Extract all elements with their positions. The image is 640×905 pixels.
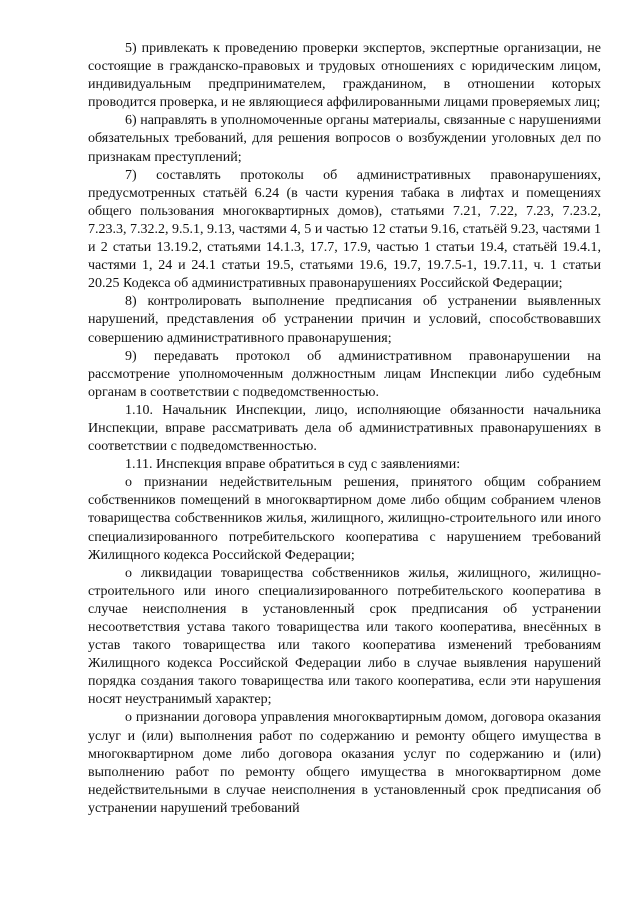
paragraph-claim-invalid-decision: о признании недействительным решения, принятого общим собранием собственников помещений в многоквартирном доме либо общим собранием членов товарищества собственников жилья, жилищного, жилищно-строительного или иного специализированного потребительского кооператива с нарушением требований Жилищного кодекса Российской Федерации;: [88, 475, 601, 563]
paragraph-item-6: 6) направлять в уполномоченные органы материалы, связанные с нарушениями обязательных требований, для решения вопросов о возбуждении уголовных дел по признакам преступлений;: [88, 113, 601, 165]
paragraph-item-5: 5) привлекать к проведению проверки экспертов, экспертные организации, не состоящие в гражданско-правовых и трудовых отношениях с юридическим лицом, индивидуальным предпринимателем, гражданином, в отношении которых проводится проверка, и не являющиеся аффилированными лицами проверяемых лиц;: [88, 41, 601, 111]
paragraph-claim-invalid-contract: о признании договора управления многоквартирным домом, договора оказания услуг и (или) выполнения работ по содержанию и ремонту общего имущества в многоквартирном доме либо договора оказания услуг по содержанию и (или) выполнению работ по ремонту общего имущества в многоквартирном доме недействительными в случае неисполнения в установленный срок предписания об устранении нарушений требований: [88, 710, 601, 816]
paragraph-section-1-11: 1.11. Инспекция вправе обратиться в суд с заявлениями:: [125, 457, 461, 473]
document-body: [88, 40, 601, 818]
paragraph-claim-liquidation: о ликвидации товарищества собственников жилья, жилищного, жилищно-строительного или иного специализированного потребительского кооператива в случае неисполнения в установленный срок предписания об устранении несоответствия устава такого товарищества или такого кооператива, внесённых в устав такого товарищества или такого кооператива изменений требованиям Жилищного кодекса Российской Федерации либо в случае выявления нарушений порядка создания такого товарищества или такого кооператива, если эти нарушения носят неустранимый характер;: [88, 565, 601, 708]
paragraph-item-8: 8) контролировать выполнение предписания об устранении выявленных нарушений, представления об устранении причин и условий, способствовавших совершению административного правонарушения;: [88, 294, 601, 346]
paragraph-item-7: 7) составлять протоколы об административных правонарушениях, предусмотренных статьёй 6.24 (в части курения табака в лифтах и помещениях общего пользования многоквартирных домов), статьями 7.21, 7.22, 7.23, 7.23.2, 7.23.3, 7.32.2, 9.5.1, 9.13, частями 4, 5 и частью 12 статьи 9.16, статьёй 9.23, частями 1 и 2 статьи 13.19.2, статьями 14.1.3, 17.7, 17.9, частью 1 статьи 19.4, статьёй 19.4.1, частями 1, 24 и 24.1 статьи 19.5, статьями 19.6, 19.7, 19.7.5-1, 19.7.11, ч. 1 статьи 20.25 Кодекса об административных правонарушениях Российской Федерации;: [88, 167, 601, 292]
paragraph-section-1-10: 1.10. Начальник Инспекции, лицо, исполняющие обязанности начальника Инспекции, вправе рассматривать дела об административных правонарушениях в соответствии с подведомственностью.: [88, 402, 601, 455]
paragraph-item-9: 9) передавать протокол об административном правонарушении на рассмотрение уполномоченным должностным лицам Инспекции либо судебным органам в соответствии с подведомственностью.: [88, 348, 601, 400]
